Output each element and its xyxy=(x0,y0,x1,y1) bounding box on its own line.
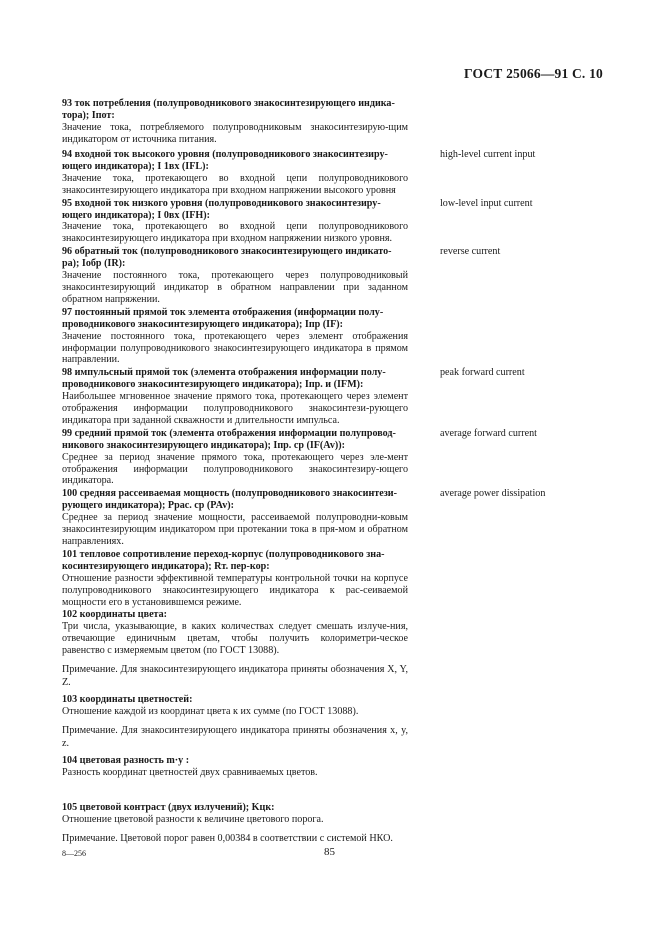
term-entry-103 xyxy=(62,690,610,750)
term-note: Примечание. Для знакосинтезирующего индикатора приняты обозначения x, y, z. xyxy=(62,724,408,749)
term-title: 97 постоянный прямой ток элемента отображения (информации полу- xyxy=(62,306,384,318)
term-title: никового знакосинтезирующего индикатора); Iпр. ср (IF(Av)): xyxy=(62,439,345,451)
term-definition: Значение постоянного тока, протекающего через элемент отображения информации полупроводникового знакосинтезирующего индикатора в прямом направлении. xyxy=(62,330,408,366)
term-title: 101 тепловое сопротивление переход-корпус (полупроводникового зна- xyxy=(62,548,385,560)
term-title: рующего индикатора); Pрас. ср (PAv): xyxy=(62,500,234,512)
term-title: проводникового знакосинтезирующего индикатора); Iпр (IF): xyxy=(62,318,343,330)
term-title: 94 входной ток высокого уровня (полупроводникового знакосинтезиру- xyxy=(62,149,388,160)
term-entry-96 xyxy=(62,246,610,306)
term-definition: Значение тока, протекающего во входной цепи полупроводникового знакосинтезирующего индикатора при входном напряжении высокого уровня xyxy=(62,172,408,196)
term-entry-105 xyxy=(62,802,610,852)
term-title: 93 ток потребления (полупроводникового знакосинтезирующего индика- xyxy=(62,98,395,109)
term-title: 100 средняя рассеиваемая мощность (полупроводникового знакосинтези- xyxy=(62,488,397,500)
document-body xyxy=(62,98,610,853)
term-title: 103 координаты цветностей: xyxy=(62,694,193,706)
term-title: ющего индикатора); I 0вх (IFH): xyxy=(62,209,210,221)
term-definition: Наибольшее мгновенное значение прямого тока, протекающего через элемент отображения информации полупроводникового знакосинтези-рующего индикатора при заданной скважности и длительности импульса. xyxy=(62,391,408,426)
english-term: low-level input current xyxy=(440,197,533,209)
term-note: Примечание. Для знакосинтезирующего индикатора приняты обозначения X, Y, Z. xyxy=(62,664,408,689)
term-entry-100 xyxy=(62,488,610,548)
document-header: ГОСТ 25066—91 С. 10 xyxy=(464,66,603,81)
term-definition: Отношение цветовой разности к величине цветового порога. xyxy=(62,813,324,825)
term-title: 102 координаты цвета: xyxy=(62,609,168,621)
term-entry-102 xyxy=(62,609,610,689)
term-definition: Значение тока, протекающего во входной цепи полупроводникового знакосинтезирующего индикатора при входном напряжении низкого уровня. xyxy=(62,221,408,245)
term-definition: Отношение разности эффективной температуры контрольной точки на корпусе полупроводникового знакосинтезирующего индикатора к рас-сеиваемой мощности его в установившемся режиме. xyxy=(62,572,408,608)
term-title: косинтезирующего индикатора); Rт. пер-кор: xyxy=(62,560,270,572)
term-entry-94 xyxy=(62,149,610,197)
term-entry-95 xyxy=(62,198,610,246)
english-term xyxy=(408,690,610,750)
term-title: проводникового знакосинтезирующего индикатора); Iпр. и (IFM): xyxy=(62,379,364,391)
english-term xyxy=(408,307,610,367)
term-note: Примечание. Цветовой порог равен 0,00384 в соответствии с системой НКО. xyxy=(62,832,393,844)
term-entry-101 xyxy=(62,549,610,609)
term-definition: Среднее за период значение прямого тока, протекающего через эле-мент отображения информации полупроводникового знакосинтезиру-ющего индикатора. xyxy=(62,451,408,487)
term-title: 104 цветовая разность m·y : xyxy=(62,754,190,766)
term-definition: Отношение каждой из координат цвета к их сумме (по ГОСТ 13088). xyxy=(62,705,359,717)
term-definition: Три числа, указывающие, в каких количествах следует смешать излуче-ния, отвечающие единичным цветам, чтобы получить колориметри-ческое равенство с измеряемым цветом (по ГОСТ 13088). xyxy=(62,621,408,657)
term-title: ра); Iобр (IR): xyxy=(62,258,126,270)
term-definition: Разность координат цветностей двух сравниваемых цветов. xyxy=(62,766,318,778)
term-title: 105 цветовой контраст (двух излучений); Kцк: xyxy=(62,801,275,813)
term-entry-98 xyxy=(62,367,610,427)
term-definition: Среднее за период значение мощности, рассеиваемой полупроводни-ковым знакосинтезирующим индикатором при протекании тока в пря-мом и обратном направлениях. xyxy=(62,512,408,547)
term-definition: Значение тока, потребляемого полупроводниковым знакосинтезирую-щим индикатором от источника питания. xyxy=(62,121,408,145)
term-entry-93 xyxy=(62,98,610,148)
english-term xyxy=(408,98,610,148)
term-definition: Значение постоянного тока, протекающего через полупроводниковый знакосинтезирующий индикатор в обратном направлении при заданном обратном напряжении. xyxy=(62,270,408,305)
term-title: 95 входной ток низкого уровня (полупроводникового знакосинтезиру- xyxy=(62,197,381,209)
term-title: ющего индикатора); I 1вх (IFL): xyxy=(62,160,209,172)
term-entry-99 xyxy=(62,428,610,488)
english-term: high-level current input xyxy=(440,149,536,160)
term-title: 96 обратный ток (полупроводникового знакосинтезирующего индикато- xyxy=(62,246,392,258)
page-number: 85 xyxy=(324,846,335,858)
footer-print-code: 8—256 xyxy=(62,849,86,858)
english-term xyxy=(408,751,610,801)
english-term xyxy=(408,549,610,609)
english-term: average power dissipation xyxy=(440,488,546,500)
english-term xyxy=(408,802,610,852)
english-term xyxy=(408,609,610,689)
term-entry-97 xyxy=(62,307,610,367)
term-title: тора); Iпот: xyxy=(62,109,115,121)
english-term: peak forward current xyxy=(440,367,525,379)
term-title: 98 импульсный прямой ток (элемента отображения информации полу- xyxy=(62,367,386,379)
english-term: reverse current xyxy=(440,246,501,258)
term-entry-104 xyxy=(62,751,610,801)
english-term: average forward current xyxy=(440,427,537,439)
term-title: 99 средний прямой ток (элемента отображения информации полупровод- xyxy=(62,427,396,439)
